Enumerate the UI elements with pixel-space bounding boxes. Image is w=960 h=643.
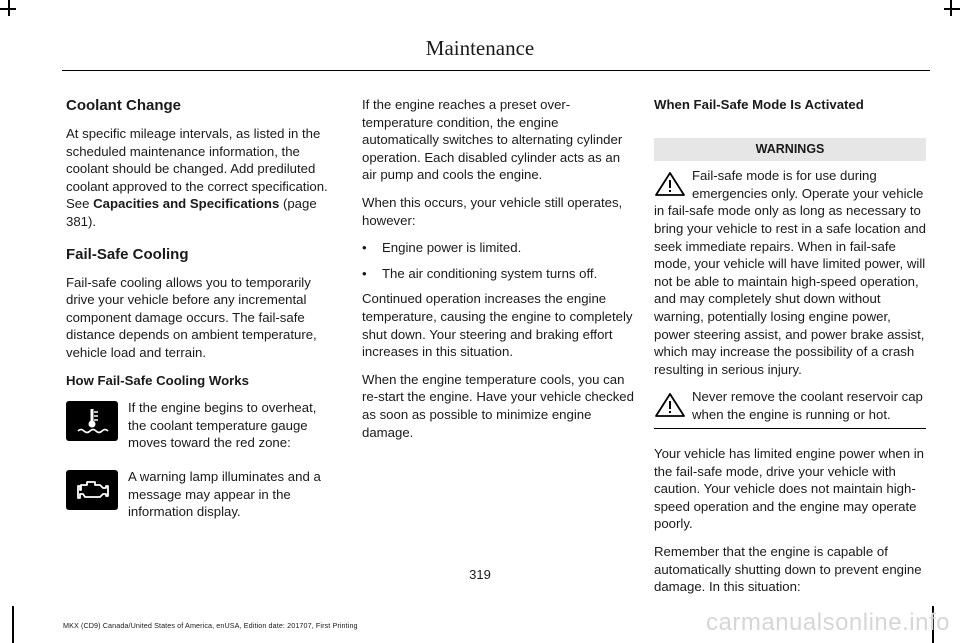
warnings-separator	[654, 428, 926, 430]
coolant-temperature-icon	[66, 401, 118, 441]
column-3	[654, 96, 926, 606]
paragraph-fail-safe: Fail-safe cooling allows you to temporarily drive your vehicle before any incremental component damage occurs. The fail-safe distance depends on ambient temperature, vehicle load and terrain.	[66, 274, 317, 360]
coolant-text: At specific mileage intervals, as listed in the scheduled maintenance information, the coolant should be changed. Add prediluted coolant approved to the correct specification. See	[66, 126, 328, 212]
warning-text-coolant-cap: Never remove the coolant reservoir cap when the engine is running or hot.	[692, 389, 923, 422]
paragraph-restart: When the engine temperature cools, you can re-start the engine. Have your vehicle checked as soon as possible to minimize engine damage.	[362, 371, 634, 440]
crop-mark	[12, 606, 14, 643]
footer-edition: MKX (CD9) Canada/United States of America, enUSA, Edition date: 201707, First Printing	[63, 621, 358, 630]
heading-coolant-change: Coolant Change	[66, 97, 181, 114]
capacities-link[interactable]: Capacities and Specifications	[93, 196, 280, 212]
warning-text-fail-safe: Fail-safe mode is for use during emergencies only. Operate your vehicle in fail-safe mode only as long as necessary to bring your vehicle to rest in a safe location and seek immediate repairs. When in fail-safe mode, your vehicle will have limited power, will not be able to maintain high-speed operation, and may completely shut down without warning, potentially losing engine power, power steering assist, and power brake assist, which may increase the possibility of a crash resulting in serious injury.	[654, 168, 926, 377]
bullet-mark: •	[362, 265, 367, 281]
list-item	[362, 265, 634, 283]
paragraph-coolant	[66, 125, 338, 231]
heading-how-it-works: How Fail-Safe Cooling Works	[66, 372, 249, 388]
icon-row-coolant	[66, 399, 338, 452]
warnings-header: WARNINGS	[654, 138, 926, 162]
list-item	[362, 239, 634, 257]
crop-mark	[944, 8, 960, 10]
icon-row-engine	[66, 468, 338, 521]
bullet-text: Engine power is limited.	[382, 240, 522, 256]
warning-block	[654, 167, 926, 378]
warning-block	[654, 388, 926, 423]
icon-text-coolant: If the engine begins to overheat, the coolant temperature gauge moves toward the red zone:	[128, 400, 317, 451]
paragraph-shut-down: Remember that the engine is capable of automatically shutting down to prevent engine damage. In this situation:	[654, 543, 922, 595]
bullet-mark: •	[362, 240, 367, 256]
paragraph-still-operates: When this occurs, your vehicle still operates, however:	[362, 194, 623, 228]
paragraph-over-temperature: If the engine reaches a preset over-temperature condition, the engine automatically switches to alternating cylinder operation. Each disabled cylinder acts as an air pump and cools the engine.	[362, 97, 623, 183]
bullet-text: The air conditioning system turns off.	[382, 265, 598, 281]
page-title: Maintenance	[425, 36, 535, 60]
heading-fail-safe-cooling: Fail-Safe Cooling	[66, 245, 189, 263]
header-rule	[62, 70, 930, 71]
column-2	[362, 96, 634, 451]
engine-warning-icon	[66, 470, 118, 510]
page-number: 319	[469, 567, 491, 582]
warning-triangle-icon	[654, 392, 686, 418]
paragraph-continued-operation: Continued operation increases the engine temperature, causing the engine to completely shut down. Your steering and braking effort increases in this situation.	[362, 291, 633, 360]
crop-mark	[0, 8, 16, 10]
watermark: carmanualsonline.info	[706, 609, 950, 636]
heading-fail-safe-activated: When Fail-Safe Mode Is Activated	[654, 97, 864, 112]
icon-text-engine: A warning lamp illuminates and a message may appear in the information display.	[128, 468, 321, 520]
warning-triangle-icon	[654, 171, 686, 197]
paragraph-limited-power: Your vehicle has limited engine power when in the fail-safe mode, drive your vehicle with caution. Your vehicle does not maintain high-speed operation and the engine may operate poorly.	[654, 446, 925, 532]
coolant-page-ref: (page 381).	[66, 196, 317, 229]
column-1	[66, 96, 338, 537]
